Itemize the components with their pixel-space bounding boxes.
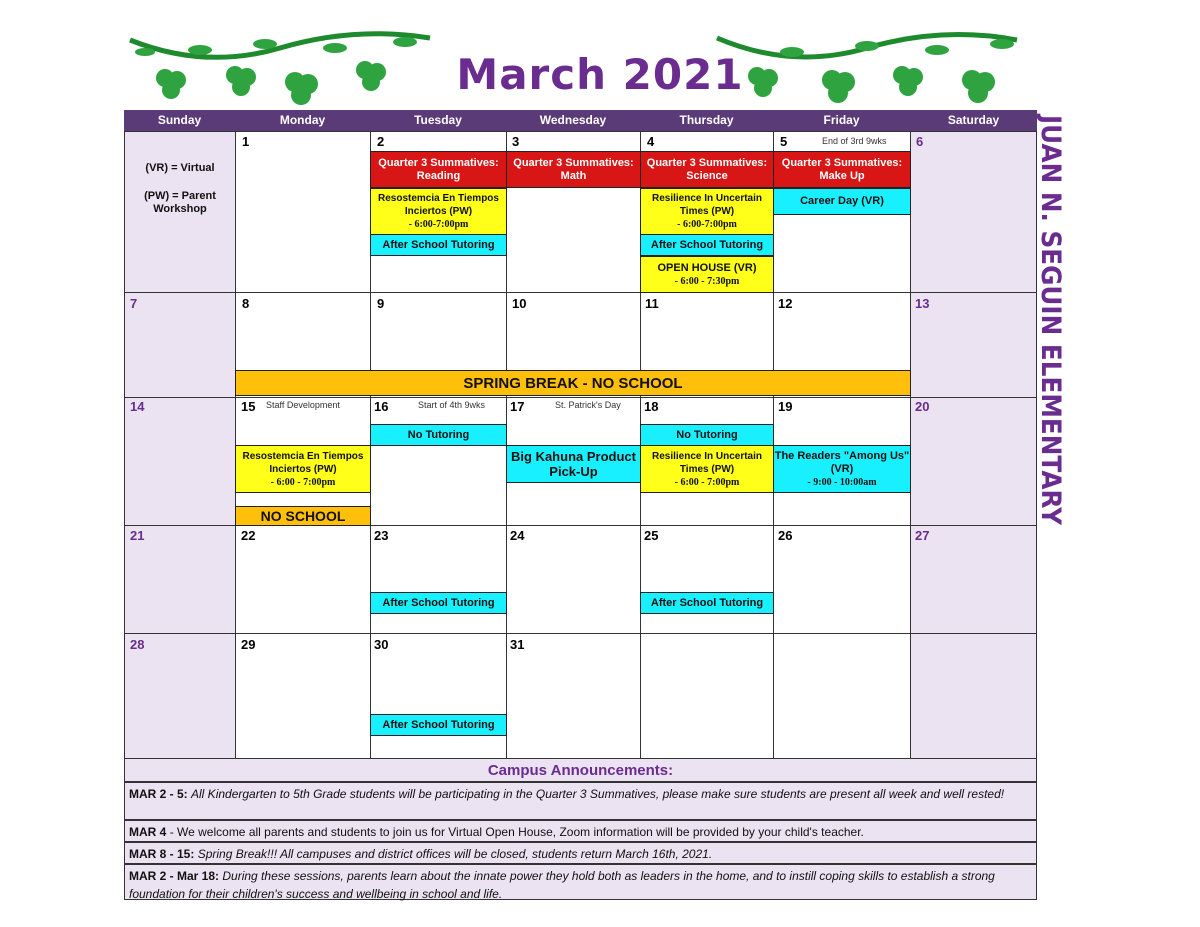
event-parent-workshop: [640, 188, 774, 235]
event-big-kahuna: Big Kahuna Product Pick-Up: [506, 445, 641, 483]
day-note: Start of 4th 9wks: [418, 400, 486, 410]
day-cell: [370, 633, 507, 759]
event-tutoring: After School Tutoring: [370, 592, 507, 614]
event-tutoring: After School Tutoring: [640, 234, 774, 256]
header-friday: Friday: [773, 110, 910, 131]
day-cell: [910, 131, 1037, 293]
header-wednesday: Wednesday: [506, 110, 640, 131]
day-cell: [640, 525, 774, 634]
day-number: 2: [377, 134, 385, 149]
day-number: 15: [241, 399, 256, 414]
event-readers: [773, 445, 911, 493]
announcement-item: [124, 820, 1037, 842]
day-cell: [910, 397, 1037, 526]
day-note: End of 3rd 9wks: [822, 136, 887, 146]
day-number: 14: [130, 399, 145, 414]
announcement-item: [124, 782, 1037, 820]
event-tutoring: After School Tutoring: [640, 592, 774, 614]
day-number: 12: [778, 296, 793, 311]
event-quarter3-reading: Quarter 3 Summatives: Reading: [370, 151, 507, 188]
day-number: 10: [512, 296, 527, 311]
announcements-heading: Campus Announcements:: [124, 758, 1037, 782]
day-number: 9: [377, 296, 385, 311]
event-tutoring: After School Tutoring: [370, 714, 507, 736]
day-cell: [124, 397, 236, 526]
header-saturday: Saturday: [910, 110, 1037, 131]
header-monday: Monday: [235, 110, 370, 131]
event-time: - 6:00 - 7:00pm: [270, 476, 336, 488]
day-number: 29: [241, 637, 256, 652]
event-spring-break: SPRING BREAK - NO SCHOOL: [235, 370, 911, 396]
day-number: 5: [780, 134, 788, 149]
day-number: 18: [644, 399, 659, 414]
event-title: Resostemcia En Tiempos Inciertos (PW): [378, 193, 499, 217]
day-number: 28: [130, 637, 145, 652]
event-time: - 6:00-7:00pm: [408, 219, 469, 230]
event-no-school: NO SCHOOL: [235, 506, 371, 526]
announcement-text: All Kindergarten to 5th Grade students will be participating in the Quarter 3 Summatives, please make sure students are present all week and well rested!: [191, 787, 1005, 801]
day-number: 20: [915, 399, 930, 414]
event-parent-workshop: [235, 445, 371, 493]
day-number: 27: [915, 528, 930, 543]
day-number: 4: [647, 134, 655, 149]
page-title: March 2021: [456, 50, 744, 99]
school-name: JUAN N. SEGUIN ELEMENTARY: [1035, 115, 1066, 530]
announcement-text: Spring Break!!! All campuses and district offices will be closed, students return March 16th, 2021.: [197, 847, 713, 861]
event-time: - 9:00 - 10:00am: [807, 476, 877, 488]
event-no-tutoring: No Tutoring: [370, 424, 507, 446]
day-number: 17: [510, 399, 525, 414]
legend-vr: (VR) = Virtual: [145, 162, 215, 174]
day-number: 1: [242, 134, 250, 149]
announcement-item: [124, 864, 1037, 900]
announcement-label: MAR 4: [129, 825, 167, 839]
day-cell: [773, 525, 911, 634]
day-number: 16: [374, 399, 389, 414]
event-quarter3-science: Quarter 3 Summatives: Science: [640, 151, 774, 188]
day-number: 19: [778, 399, 793, 414]
announcement-text: During these sessions, parents learn about the innate power they hold both as leaders in the home, and to instill coping skills to establish a strong foundation for their children's success and wellbeing in school and life.: [129, 869, 995, 901]
event-title: Resilience In Uncertain Times (PW): [651, 450, 763, 475]
day-cell: [910, 633, 1037, 759]
day-note: St. Patrick's Day: [555, 400, 621, 410]
day-cell: [235, 131, 371, 293]
legend-pw: (PW) = Parent Workshop: [144, 190, 216, 215]
event-parent-workshop: [640, 445, 774, 493]
day-cell: [773, 633, 911, 759]
event-no-tutoring: No Tutoring: [640, 424, 774, 446]
day-number: 30: [374, 637, 389, 652]
event-time: - 6:00 - 7:30pm: [674, 275, 740, 287]
day-number: 31: [510, 637, 525, 652]
event-title: OPEN HOUSE (VR): [657, 261, 757, 274]
announcement-label: MAR 2 - 5:: [129, 787, 188, 801]
event-title: Resostemcia En Tiempos Inciertos (PW): [242, 450, 364, 475]
header-sunday: Sunday: [124, 110, 235, 131]
day-cell: [370, 525, 507, 634]
event-parent-workshop: [370, 188, 507, 235]
day-number: 6: [916, 134, 924, 149]
event-tutoring: After School Tutoring: [370, 234, 507, 256]
announcement-item: [124, 842, 1037, 864]
day-number: 8: [242, 296, 250, 311]
day-number: 23: [374, 528, 389, 543]
day-note: Staff Development: [266, 400, 340, 410]
day-number: 11: [645, 296, 659, 311]
day-number: 13: [915, 296, 930, 311]
event-title: The Readers "Among Us" (VR): [774, 449, 910, 475]
day-number: 3: [512, 134, 520, 149]
event-career-day: Career Day (VR): [773, 188, 911, 215]
event-quarter3-math: Quarter 3 Summatives: Math: [506, 151, 641, 188]
event-quarter3-makeup: Quarter 3 Summatives: Make Up: [773, 151, 911, 188]
event-time: - 6:00 - 7:00pm: [674, 476, 740, 488]
day-cell: [640, 633, 774, 759]
school-name-vertical: [1032, 110, 1078, 530]
day-cell: [506, 633, 641, 759]
day-number: 22: [241, 528, 256, 543]
header-tuesday: Tuesday: [370, 110, 506, 131]
day-number: 7: [130, 296, 138, 311]
day-cell: [506, 525, 641, 634]
announcement-text: - We welcome all parents and students to join us for Virtual Open House, Zoom information will be provided by your child's teacher.: [169, 825, 864, 839]
day-number: 26: [778, 528, 793, 543]
day-number: 25: [644, 528, 659, 543]
header-thursday: Thursday: [640, 110, 773, 131]
day-number: 24: [510, 528, 525, 543]
event-title: Resilience In Uncertain Times (PW): [651, 193, 763, 217]
announcement-label: MAR 8 - 15:: [129, 847, 195, 861]
event-time: - 6:00-7:00pm: [677, 219, 737, 230]
event-open-house: [640, 256, 774, 293]
announcement-label: MAR 2 - Mar 18:: [129, 869, 220, 883]
day-cell: [370, 397, 507, 526]
day-number: 21: [130, 528, 145, 543]
day-cell: [124, 292, 236, 398]
